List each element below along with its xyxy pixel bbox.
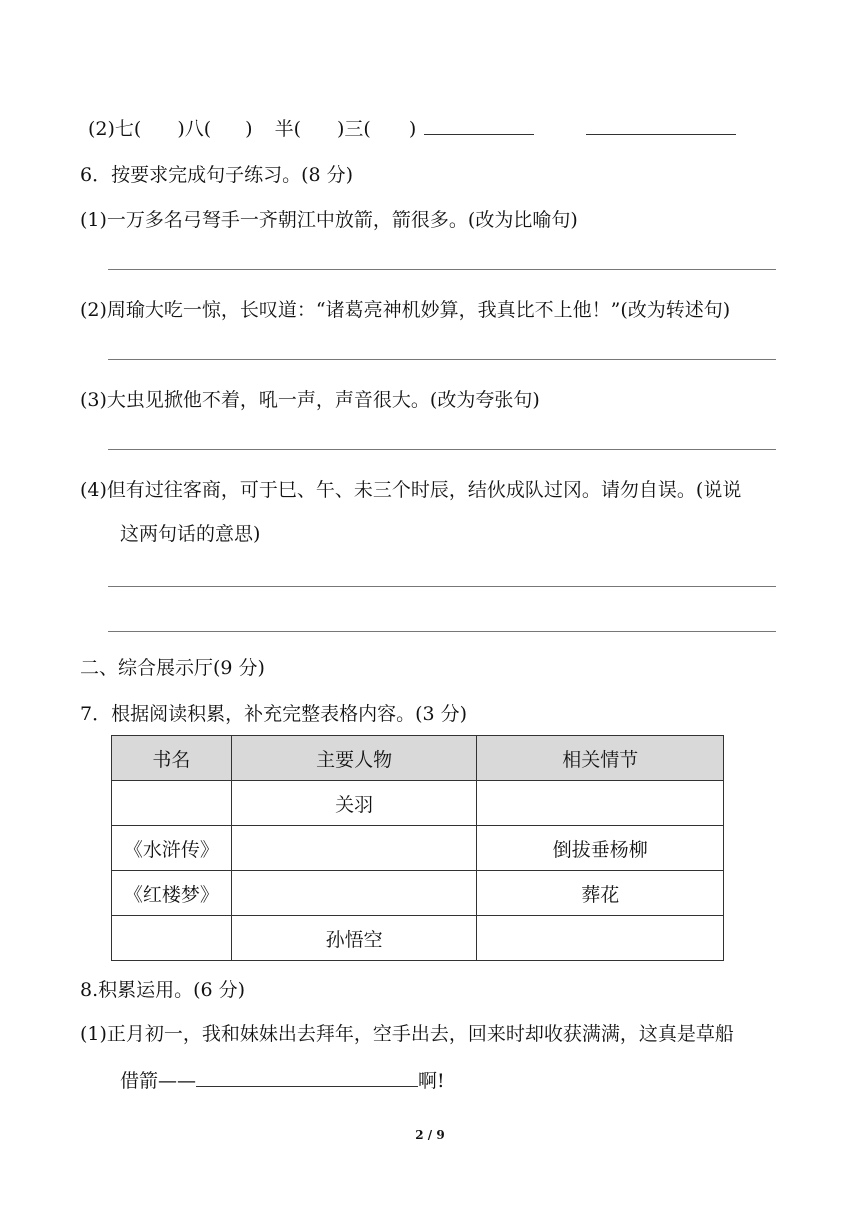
- q5-answer-blank-1[interactable]: [424, 114, 534, 135]
- q5-item-2: [88, 114, 736, 142]
- q6-answer-line-4a[interactable]: [108, 586, 776, 587]
- book-table: [111, 735, 724, 961]
- section-2-title: 二、综合展示厅(9 分): [80, 657, 265, 679]
- q5-answer-blank-2[interactable]: [586, 114, 736, 135]
- q6-item-1: (1)一万多名弓弩手一齐朝江中放箭，箭很多。(改为比喻句): [80, 209, 578, 231]
- q8-item-1-suffix: 啊!: [418, 1070, 445, 1092]
- q6-item-3: (3)大虫见掀他不着，吼一声，声音很大。(改为夸张句): [80, 389, 540, 411]
- table-cell[interactable]: [231, 826, 477, 871]
- q5-item-2-number: (2): [88, 118, 115, 140]
- table-cell[interactable]: [112, 916, 232, 961]
- table-cell: 《水浒传》: [112, 826, 232, 871]
- q5-part-4: 半(: [274, 118, 302, 140]
- q8-item-1: (1)正月初一，我和妹妹出去拜年，空手出去，回来时却收获满满，这真是草船: [80, 1023, 734, 1045]
- table-cell: 《红楼梦》: [112, 871, 232, 916]
- table-cell: 葬花: [477, 871, 724, 916]
- table-row: [112, 871, 724, 916]
- table-cell: 关羽: [231, 781, 477, 826]
- table-row: [112, 916, 724, 961]
- q8-answer-blank[interactable]: [196, 1066, 418, 1087]
- q6-title: 6．按要求完成句子练习。(8 分): [80, 164, 354, 186]
- table-row: [112, 781, 724, 826]
- table-row: [112, 826, 724, 871]
- table-cell: 倒拔垂杨柳: [477, 826, 724, 871]
- q6-answer-line-3[interactable]: [108, 449, 776, 450]
- q6-item-2: (2)周瑜大吃一惊，长叹道：“诸葛亮神机妙算，我真比不上他！”(改为转述句): [80, 299, 731, 321]
- header-main-character: 主要人物: [231, 736, 477, 781]
- q8-item-1-prefix: 借箭——: [120, 1070, 197, 1092]
- q5-part-2: )八(: [177, 118, 212, 140]
- q5-part-5: )三(: [337, 118, 371, 140]
- q5-part-1: 七(: [114, 118, 142, 140]
- q5-part-3: ): [245, 118, 253, 140]
- q5-part-6: ): [408, 118, 417, 140]
- q8-item-1-continued: [120, 1066, 445, 1094]
- q6-item-4-continued: 这两句话的意思): [120, 523, 261, 545]
- table-cell: 孙悟空: [231, 916, 477, 961]
- table-cell[interactable]: [231, 871, 477, 916]
- q6-answer-line-2[interactable]: [108, 359, 776, 360]
- table-cell[interactable]: [477, 916, 724, 961]
- q6-item-4: (4)但有过往客商，可于巳、午、未三个时辰，结伙成队过冈。请勿自误。(说说: [80, 479, 742, 501]
- q6-answer-line-4b[interactable]: [108, 631, 776, 632]
- header-book-name: 书名: [112, 736, 232, 781]
- header-related-plot: 相关情节: [477, 736, 724, 781]
- table-cell[interactable]: [477, 781, 724, 826]
- q8-title: 8.积累运用。(6 分): [80, 979, 246, 1001]
- table-cell[interactable]: [112, 781, 232, 826]
- q6-answer-line-1[interactable]: [108, 269, 776, 270]
- page-number: 2 / 9: [415, 1128, 445, 1142]
- table-header-row: [112, 736, 724, 781]
- q7-title: 7．根据阅读积累，补充完整表格内容。(3 分): [80, 703, 468, 725]
